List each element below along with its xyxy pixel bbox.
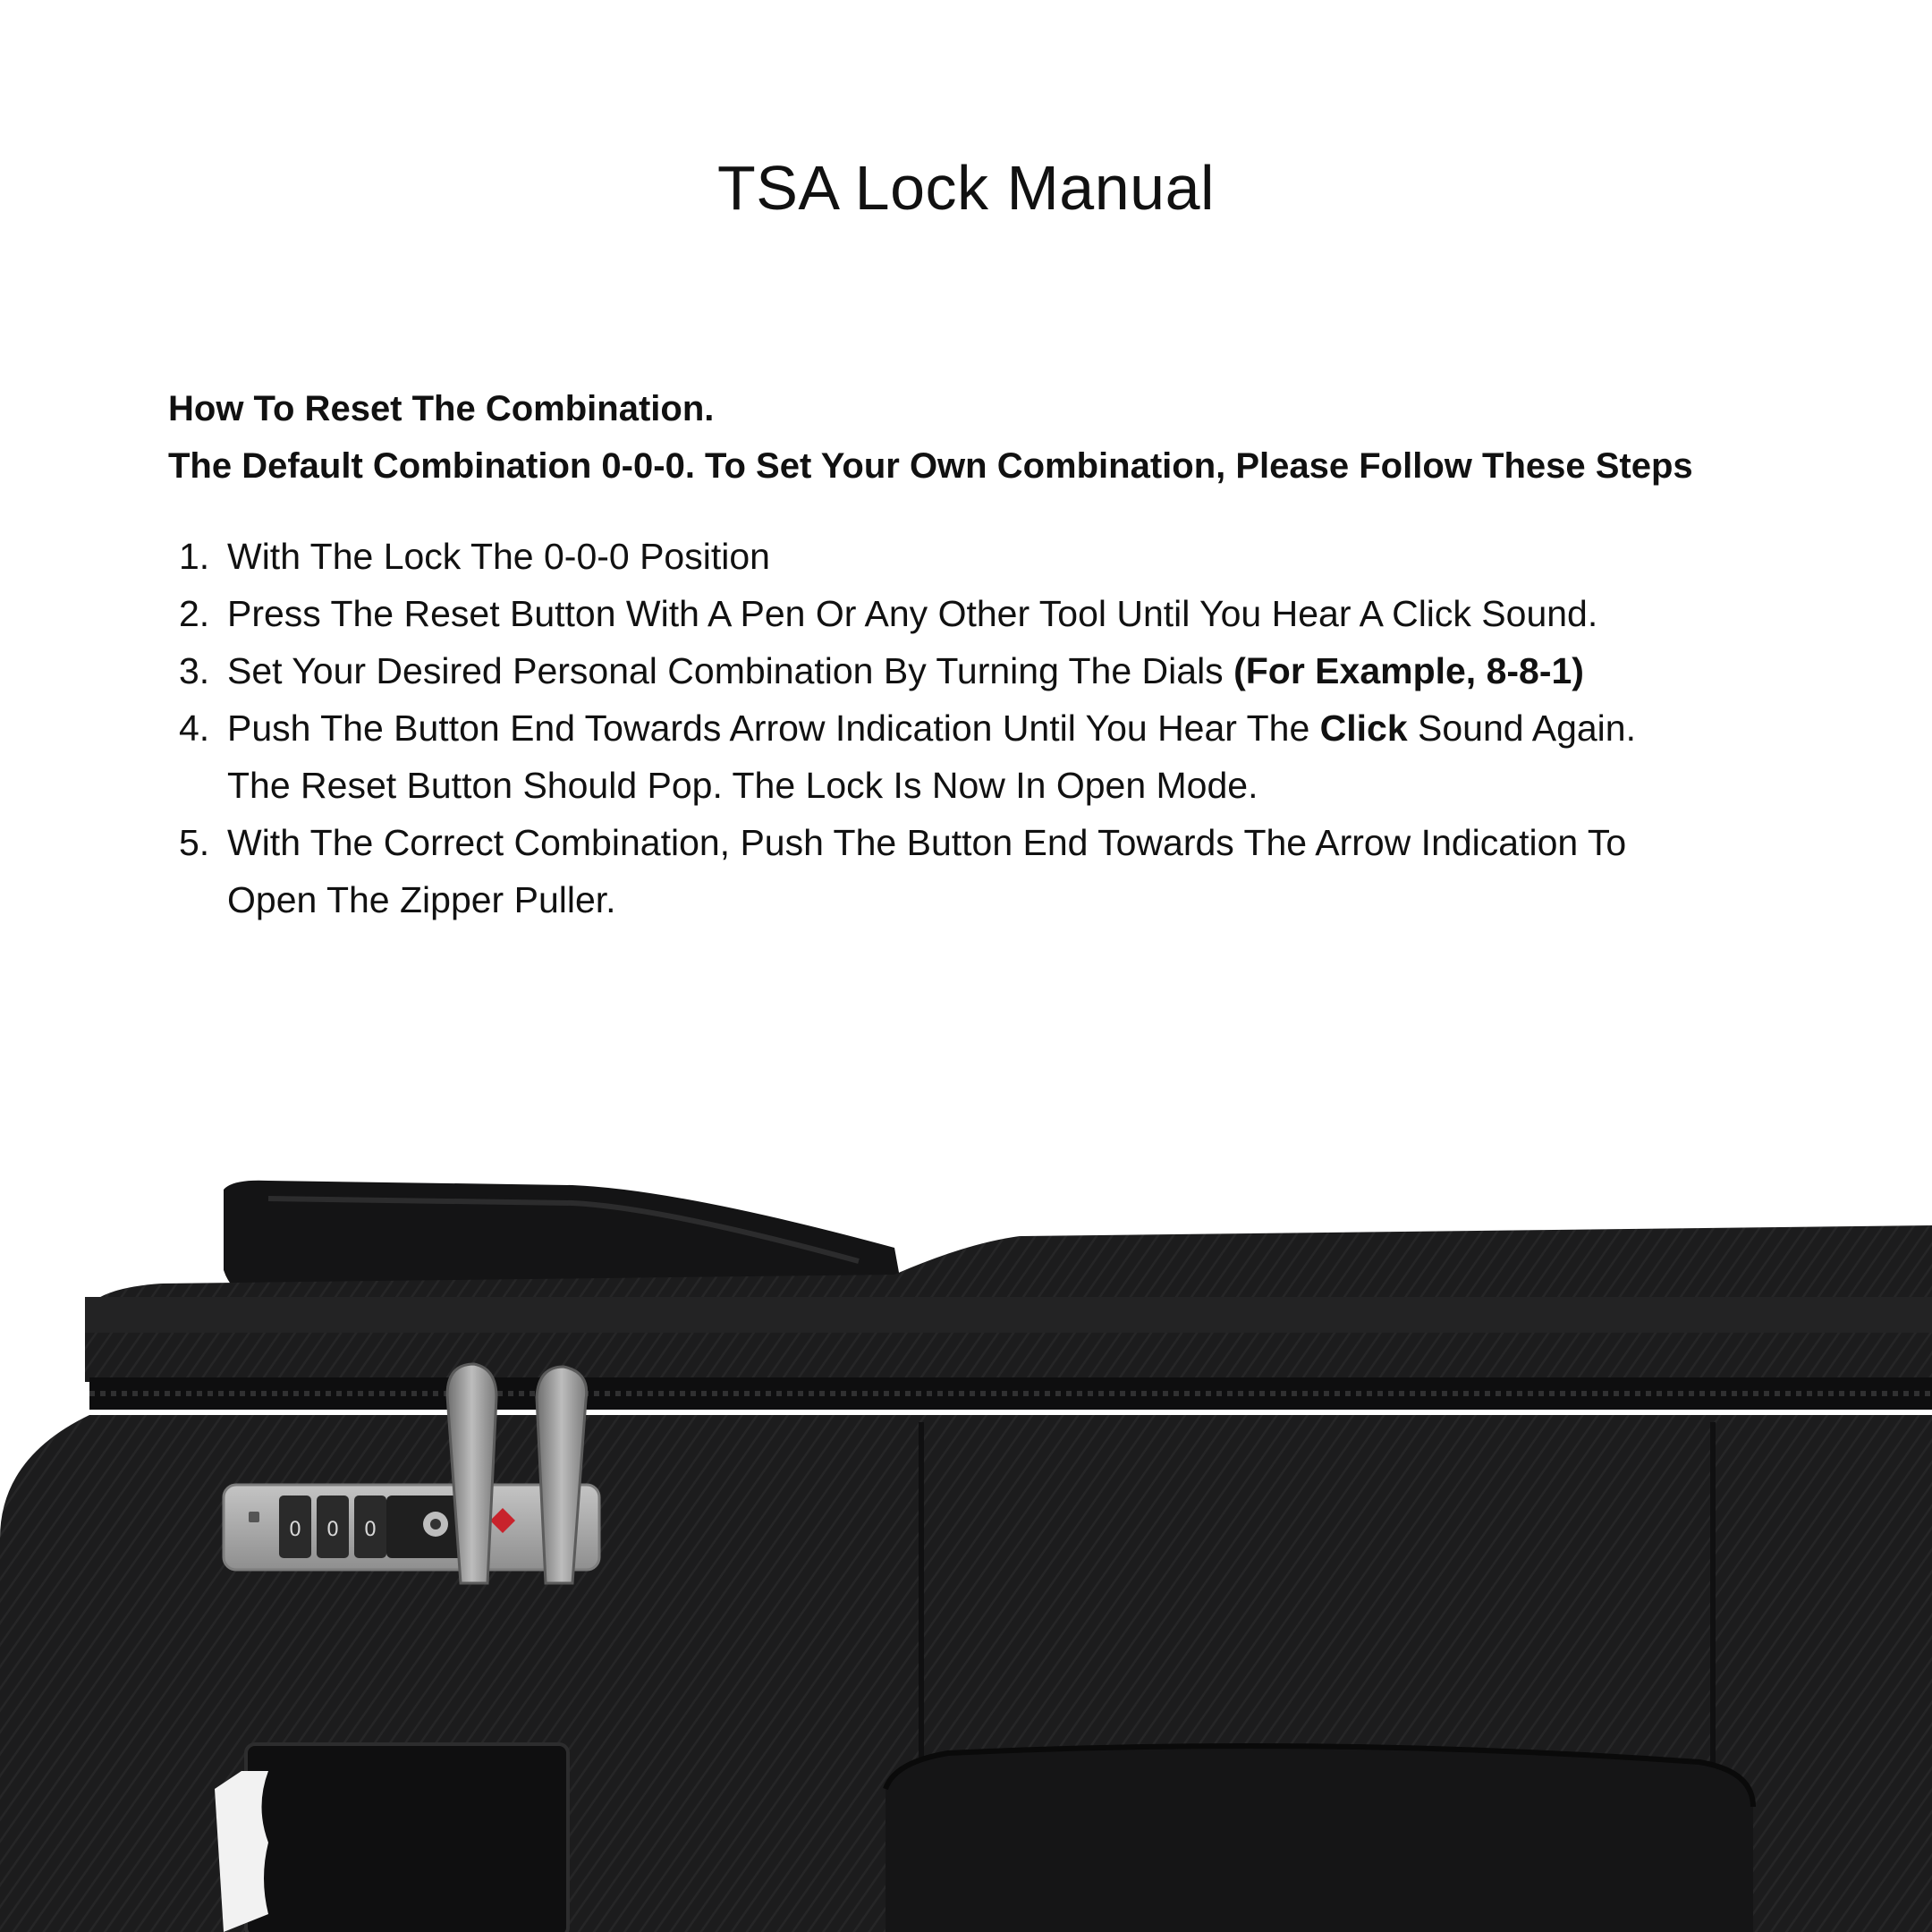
intro-block: [168, 380, 1868, 495]
step-text-line: [227, 699, 1789, 757]
step-text: [227, 642, 1789, 699]
dial-digit[interactable]: 0: [289, 1519, 301, 1541]
dial-digit[interactable]: 0: [326, 1519, 339, 1541]
step-number: 4.: [179, 708, 210, 749]
step-text-regular: Push The Button End Towards Arrow Indication Until You Hear The: [227, 708, 1320, 749]
dial-wheels: [279, 1496, 386, 1558]
step-text-bold: Click: [1319, 708, 1408, 749]
steps-list: [179, 528, 1789, 928]
step-number: 2.: [179, 593, 210, 634]
id-tag: [246, 1744, 568, 1932]
step-text-line: The Reset Button Should Pop. The Lock Is Now In Open Mode.: [227, 765, 1258, 806]
step-item: [179, 585, 1789, 642]
page-title: TSA Lock Manual: [716, 153, 1216, 223]
luggage-photo: [0, 1163, 1932, 1932]
intro-subheading: The Default Combination 0-0-0. To Set Your Own Combination, Please Follow These Steps: [168, 446, 1693, 486]
front-pocket: [886, 1746, 1753, 1932]
lid-band: [85, 1297, 1932, 1333]
intro-heading: How To Reset The Combination.: [168, 389, 715, 428]
step-text: [227, 528, 1789, 585]
step-number: 5.: [179, 822, 210, 863]
step-text-line: Press The Reset Button With A Pen Or Any Other Tool Until You Hear A Click Sound.: [227, 593, 1598, 634]
step-text: [227, 814, 1789, 928]
step-number: 3.: [179, 650, 210, 691]
dial-digit[interactable]: 0: [364, 1519, 377, 1541]
step-item: [179, 814, 1789, 928]
step-text-line: [227, 642, 1789, 699]
step-number: 1.: [179, 536, 210, 577]
step-text-regular: Sound Again.: [1407, 708, 1636, 749]
step-text: [227, 699, 1789, 814]
step-item: [179, 528, 1789, 585]
step-text: [227, 585, 1789, 642]
step-item: [179, 642, 1789, 699]
step-text-line: Open The Zipper Puller.: [227, 879, 616, 920]
step-text-bold: (For Example, 8-8-1): [1233, 650, 1584, 691]
step-text-line: With The Lock The 0-0-0 Position: [227, 536, 770, 577]
id-tag-clip: [215, 1771, 268, 1932]
step-item: [179, 699, 1789, 814]
step-text-line: With The Correct Combination, Push The Button End Towards The Arrow Indication To: [227, 822, 1627, 863]
step-text-regular: Set Your Desired Personal Combination By Turning The Dials: [227, 650, 1234, 691]
zipper-track: [89, 1377, 1932, 1410]
